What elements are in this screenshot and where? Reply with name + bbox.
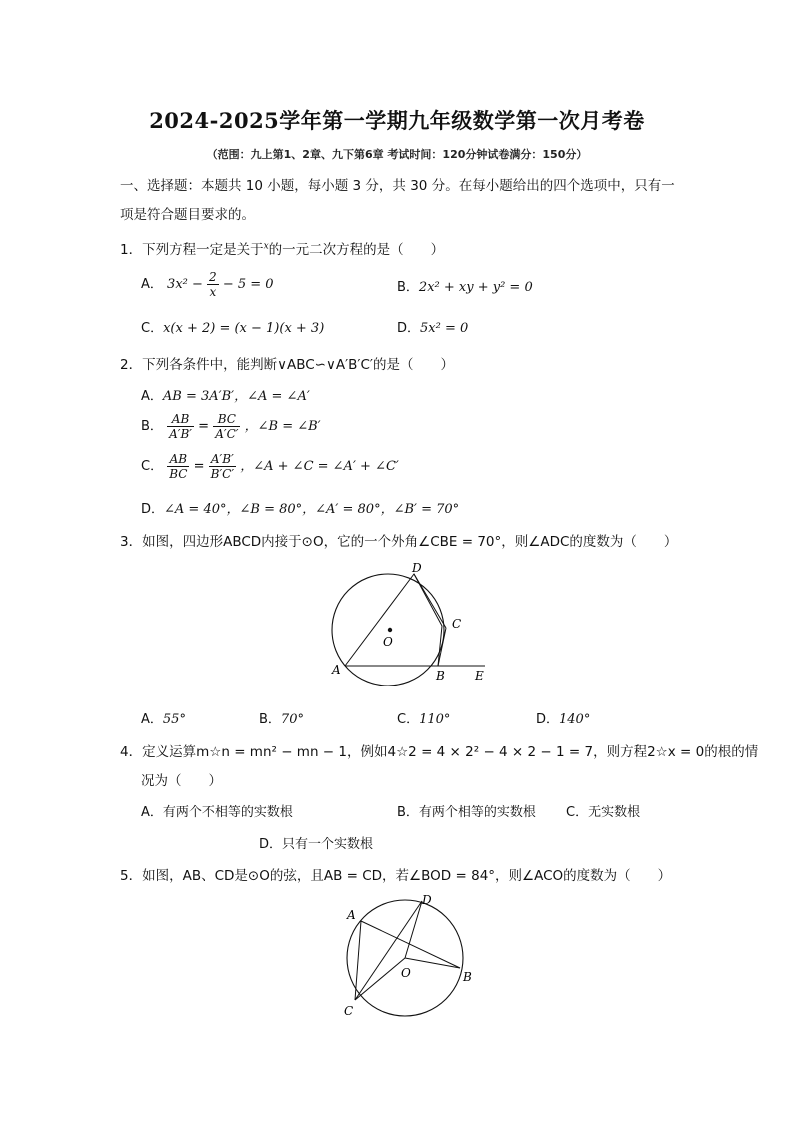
q3-line-dc-outer [414, 574, 446, 628]
q4-c-label: C． [566, 805, 589, 820]
q2-d-label: D． [141, 502, 165, 517]
q1-option-a[interactable] [141, 270, 274, 299]
section-heading-line1: 一、选择题：本题共 10 小题，每小题 3 分，共 30 分。在每小题给出的四个选项中，只有一 [120, 178, 675, 194]
q3-label-d: D [412, 561, 422, 575]
q5-label-o: O [401, 966, 411, 980]
q3-label-o: O [383, 635, 393, 649]
q2-b-label: B． [141, 419, 163, 434]
q1-stem-a: 1．下列方程一定是关于 [120, 242, 264, 258]
q2-b-frac2 [213, 412, 240, 441]
q5-line-co [355, 958, 405, 1000]
q3-label-e: E [475, 669, 484, 683]
q2-c-frac2 [209, 452, 236, 481]
q3-d-text: 140° [559, 712, 591, 727]
q2-c-label: C． [141, 459, 164, 474]
q1-a-num: 2 [209, 270, 217, 284]
q4-d-text: 只有一个实数根 [282, 837, 374, 852]
q4-option-c[interactable] [566, 801, 640, 820]
q3-stem: 3．如图，四边形ABCD内接于⊙O，它的一个外角∠CBE = 70°，则∠ADC的度数为（ ） [120, 534, 678, 550]
q2-option-b[interactable] [141, 412, 321, 441]
page-title: 2024-2025学年第一学期九年级数学第一次月考卷 [149, 108, 645, 133]
q1-stem-b: 的一元二次方程的是（ ） [268, 242, 445, 258]
q3-label-a: A [332, 663, 341, 677]
q4-option-a[interactable] [141, 801, 293, 820]
q1-d-label: D． [397, 321, 421, 336]
q5-line-ob [405, 958, 460, 968]
q1-a-fraction [207, 270, 219, 299]
q4-stem-line2: 况为（ ） [141, 773, 222, 789]
q4-a-label: A． [141, 805, 163, 820]
q2-b-tail: ，∠B = ∠B′ [244, 419, 321, 434]
q1-var: x [263, 241, 269, 252]
q1-option-c[interactable] [141, 317, 324, 336]
q4-b-text: 有两个相等的实数根 [418, 805, 536, 820]
q5-chord-ab [361, 921, 460, 968]
q4-option-d[interactable] [259, 833, 373, 852]
q3-figure [320, 558, 500, 686]
q2-b-frac1 [167, 412, 194, 441]
q3-option-d[interactable] [536, 708, 590, 727]
q5-figure [330, 888, 480, 1028]
q2-c-tail: ，∠A + ∠C = ∠A′ + ∠C′ [240, 459, 399, 474]
q3-center-dot [388, 628, 392, 632]
q4-option-b[interactable] [397, 801, 536, 820]
q5-label-a: A [347, 908, 356, 922]
q1-option-d[interactable] [397, 317, 468, 336]
q2-d-text: ∠A = 40°，∠B = 80°，∠A′ = 80°，∠B′ = 70° [164, 502, 460, 517]
q3-b-label: B． [259, 712, 281, 727]
q1-stem [120, 238, 444, 258]
q2-option-a[interactable] [141, 385, 310, 404]
q3-c-label: C． [397, 712, 420, 727]
q5-stem: 5．如图，AB、CD是⊙O的弦，且AB = CD，若∠BOD = 84°，则∠ACO的度数为（ ） [120, 868, 672, 884]
q1-b-text: 2x² + xy + y² = 0 [418, 280, 533, 295]
q2-b-num1: AB [167, 412, 194, 427]
q2-option-c[interactable] [141, 452, 399, 481]
q3-option-c[interactable] [397, 708, 450, 727]
q1-a-label: A． [141, 277, 163, 292]
q3-line-cb-outer [438, 628, 446, 666]
q2-b-den2: A′C′ [215, 427, 239, 441]
q4-a-text: 有两个不相等的实数根 [162, 805, 293, 820]
q1-c-text: x(x + 2) = (x − 1)(x + 3) [163, 321, 325, 336]
q4-d-label: D． [259, 837, 283, 852]
exam-subtitle: （范围：九上第1、2章、九下第6章 考试时间：120分钟试卷满分：150分） [206, 148, 588, 161]
q3-a-text: 55° [162, 712, 186, 727]
q2-c-den1: BC [169, 467, 188, 481]
q5-label-c: C [344, 1004, 354, 1018]
q2-c-num2: A′B′ [209, 452, 236, 467]
q3-quadrilateral [345, 574, 442, 666]
q1-b-label: B． [397, 280, 419, 295]
q2-stem: 2．下列各条件中，能判断∨ABC∽∨A′B′C′的是（ ） [120, 357, 454, 373]
q1-option-b[interactable] [397, 276, 533, 295]
q1-d-text: 5x² = 0 [420, 321, 469, 336]
q5-line-ac [355, 921, 361, 1000]
q1-a-den: x [209, 285, 217, 299]
q3-d-label: D． [536, 712, 560, 727]
q3-b-text: 70° [280, 712, 304, 727]
q2-c-den2: B′C′ [210, 467, 235, 481]
q3-a-label: A． [141, 712, 163, 727]
q1-c-label: C． [141, 321, 164, 336]
q3-option-b[interactable] [259, 708, 304, 727]
q5-label-d: D [422, 893, 432, 907]
q3-label-b: B [436, 669, 445, 683]
q2-c-eq: = [193, 459, 205, 474]
q1-a-pre: 3x² − [167, 277, 203, 292]
q2-a-label: A． [141, 389, 163, 404]
q3-option-a[interactable] [141, 708, 186, 727]
q1-a-post: − 5 = 0 [222, 277, 274, 292]
q2-c-num1: AB [167, 452, 189, 467]
q2-c-frac1 [167, 452, 189, 481]
section-heading-line2: 项是符合题目要求的。 [120, 207, 255, 223]
q2-a-text: AB = 3A′B′，∠A = ∠A′ [162, 389, 310, 404]
q5-label-b: B [463, 970, 472, 984]
q4-c-text: 无实数根 [588, 805, 641, 820]
q2-b-eq: = [198, 419, 210, 434]
q3-c-text: 110° [419, 712, 451, 727]
q2-b-den1: A′B′ [169, 427, 192, 441]
q4-stem-line1: 4．定义运算m☆n = mn² − mn − 1，例如4☆2 = 4 × 2² − 4 × 2 − 1 = 7，则方程2☆x = 0的根的情 [120, 744, 759, 760]
q2-option-d[interactable] [141, 498, 459, 517]
q3-label-c: C [452, 617, 462, 631]
q5-line-od [405, 901, 422, 958]
q4-b-label: B． [397, 805, 419, 820]
q2-b-num2: BC [213, 412, 240, 427]
